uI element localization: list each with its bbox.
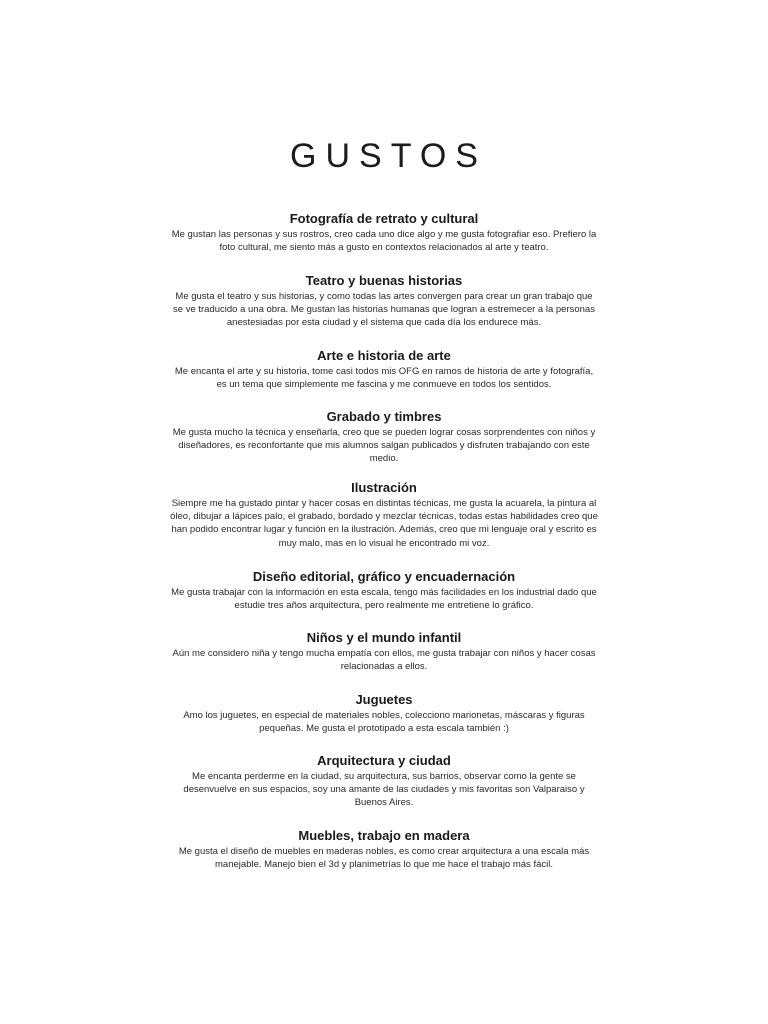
page-title: GUSTOS — [290, 137, 487, 175]
section-heading: Teatro y buenas historias — [305, 273, 463, 288]
section-text: Aún me considero niña y tengo mucha empatía con ellos, me gusta trabajar con niños y hacer cosas relacionadas a ellos. — [172, 648, 596, 673]
section-arquitectura — [170, 753, 598, 810]
section-text: Siempre me ha gustado pintar y hacer cosas en distintas técnicas, me gusta la acuarela, la pintura al óleo, dibujar a lápices palo, el grabado, bordado y mezclar técnicas, todas estas habilidades creo que han podido encontrar lugar y función en la ilustración. Además, creo que mi lenguaje oral y escrito es muy malo, mas en lo visual he encontrado mi voz. — [170, 498, 598, 549]
section-heading: Ilustración — [351, 480, 417, 495]
section-text: Me gusta el diseño de muebles en maderas nobles, es como crear arquitectura a una escala más manejable. Manejo bien el 3d y planimetrías lo que me hace el trabajo más fácil. — [178, 846, 590, 871]
section-arte — [170, 348, 598, 391]
section-diseno-editorial — [170, 569, 598, 612]
section-heading: Niños y el mundo infantil — [306, 630, 462, 645]
section-text: Me gusta el teatro y sus historias, y como todas las artes convergen para crear un gran trabajo que se ve traducido a una obra. Me gustan las historias humanas que logran a estremecer a la personas anestesiadas por esta ciudad y el sistema que cada día los endurece más. — [173, 291, 595, 329]
section-muebles — [170, 828, 598, 871]
section-text: Me encanta perderme en la ciudad, su arquitectura, sus barrios, observar como la gente se desenvuelve en sus espacios, soy una amante de las ciudades y mis favoritas son Valparaiso y Buenos Aires. — [183, 771, 585, 809]
section-heading: Grabado y timbres — [326, 409, 442, 424]
section-heading: Diseño editorial, gráfico y encuadernación — [252, 569, 516, 584]
section-text: Me encanta el arte y su historia, tome casi todos mis OFG en ramos de historia de arte y fotografía, es un tema que simplemente me fascina y me conmueve en todos los sentidos. — [174, 366, 594, 391]
section-heading: Arquitectura y ciudad — [317, 753, 451, 768]
section-heading: Arte e historia de arte — [317, 348, 451, 363]
section-heading: Muebles, trabajo en madera — [298, 828, 470, 843]
section-text: Me gustan las personas y sus rostros, creo cada uno dice algo y me gusta fotografiar eso. Prefiero la foto cultural, me siento más a gusto en contextos relacionados al arte y teatro. — [171, 229, 597, 254]
section-ninos — [170, 630, 598, 673]
section-text: Amo los juguetes, en especial de materiales nobles, colecciono marionetas, máscaras y figuras pequeñas. Me gusta el prototipado a esta escala también :) — [183, 710, 585, 735]
section-heading: Juguetes — [355, 692, 413, 707]
section-fotografia — [170, 211, 598, 254]
section-ilustracion — [170, 480, 598, 550]
section-teatro — [170, 273, 598, 330]
section-text: Me gusta trabajar con la información en esta escala, tengo más facilidades en los industrial dado que estudie tres años arquitectura, pero realmente me entretiene lo gráfico. — [171, 587, 597, 612]
section-heading: Fotografía de retrato y cultural — [289, 211, 479, 226]
section-text: Me gusta mucho la técnica y enseñarla, creo que se pueden lograr cosas sorprendentes con niños y diseñadores, es reconfortante que mis alumnos salgan publicados y disfruten trabajando con este medio. — [172, 427, 596, 465]
section-grabado — [170, 409, 598, 466]
section-juguetes — [170, 692, 598, 735]
